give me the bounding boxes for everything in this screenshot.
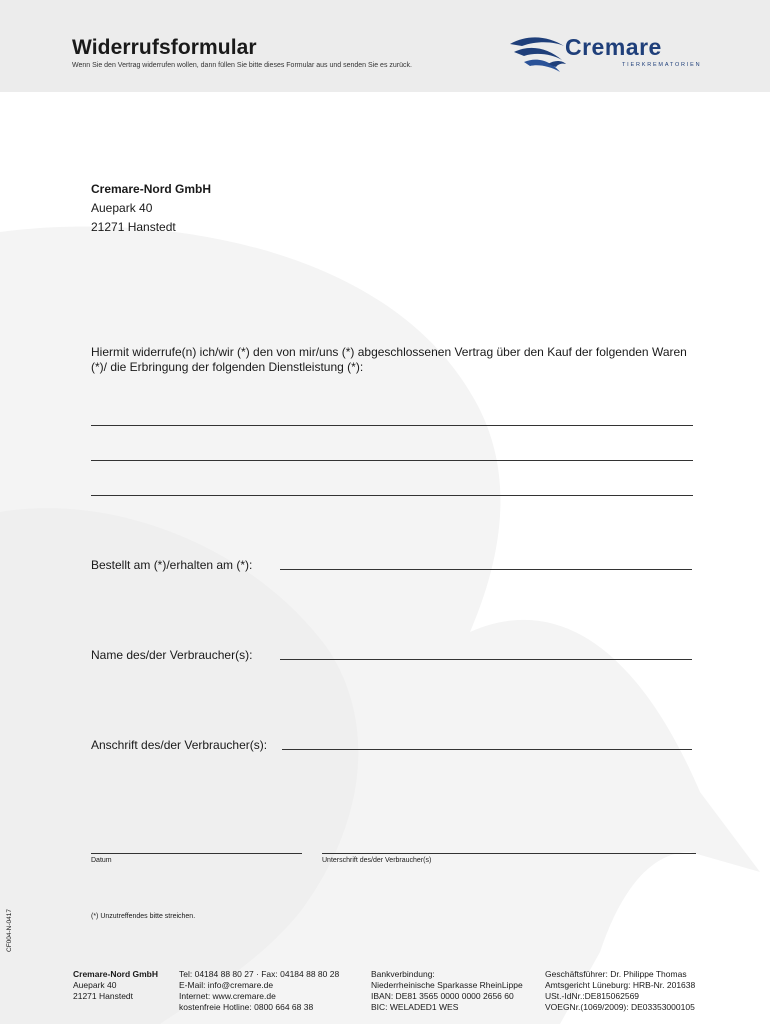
footer-vat: USt.-IdNr.:DE815062569 bbox=[545, 991, 640, 1001]
consumer-address-label: Anschrift des/der Verbraucher(s): bbox=[91, 738, 268, 752]
date-line[interactable] bbox=[91, 853, 302, 854]
footer-voeg: VOEGNr.(1069/2009): DE03353000105 bbox=[545, 1002, 695, 1012]
ordered-received-label: Bestellt am (*)/erhalten am (*): bbox=[91, 558, 253, 572]
page-title: Widerrufsformular bbox=[72, 36, 257, 59]
footer-bank-label: Bankverbindung: bbox=[371, 969, 435, 979]
footnote: (*) Unzutreffendes bitte streichen. bbox=[91, 913, 196, 920]
recipient-street: Auepark 40 bbox=[91, 201, 153, 215]
logo-wordmark: Cremare bbox=[565, 34, 662, 60]
consumer-name-label: Name des/der Verbraucher(s): bbox=[91, 648, 253, 662]
footer-company: Cremare-Nord GmbH bbox=[73, 969, 159, 979]
goods-line-3[interactable] bbox=[91, 495, 693, 496]
page-subtitle: Wenn Sie den Vertrag widerrufen wollen, dann füllen Sie bitte dieses Formular aus und senden Sie es zurück. bbox=[72, 62, 412, 69]
recipient-city: 21271 Hanstedt bbox=[91, 220, 176, 234]
goods-line-1[interactable] bbox=[91, 425, 693, 426]
footer-street: Auepark 40 bbox=[73, 980, 117, 990]
footer-iban: IBAN: DE81 3565 0000 0000 2656 60 bbox=[371, 991, 514, 1001]
date-label: Datum bbox=[91, 857, 112, 864]
signature-line[interactable] bbox=[322, 853, 696, 854]
consumer-name-line[interactable] bbox=[280, 659, 692, 660]
footer-ceo: Geschäftsführer: Dr. Philippe Thomas bbox=[545, 969, 687, 979]
footer-contact bbox=[179, 969, 339, 1013]
footer-bank-name: Niederrheinische Sparkasse RheinLippe bbox=[371, 980, 523, 990]
footer-bank bbox=[371, 969, 523, 1013]
footer-bic: BIC: WELADED1 WES bbox=[371, 1002, 459, 1012]
footer-phone: Tel: 04184 88 80 27 · Fax: 04184 88 80 28 bbox=[179, 969, 340, 979]
footer-email[interactable]: E-Mail: info@cremare.de bbox=[179, 980, 274, 990]
footer-address bbox=[73, 969, 158, 1002]
consumer-address-line[interactable] bbox=[282, 749, 692, 750]
footer-hotline: kostenfreie Hotline: 0800 664 68 38 bbox=[179, 1002, 314, 1012]
withdrawal-statement: Hiermit widerrufe(n) ich/wir (*) den von mir/uns (*) abgeschlossenen Vertrag über den Kauf der folgenden Waren (*)/ die Erbringung der folgenden Dienstleistung (*): bbox=[91, 345, 687, 374]
recipient-address bbox=[91, 180, 211, 237]
footer-legal bbox=[545, 969, 695, 1013]
goods-line-2[interactable] bbox=[91, 460, 693, 461]
footer-court: Amtsgericht Lüneburg: HRB-Nr. 201638 bbox=[545, 980, 696, 990]
footer-city: 21271 Hanstedt bbox=[73, 991, 134, 1001]
logo-tagline: TIERKREMATORIEN bbox=[622, 62, 702, 68]
footer-web[interactable]: Internet: www.cremare.de bbox=[179, 991, 276, 1001]
ordered-received-line[interactable] bbox=[280, 569, 692, 570]
recipient-company: Cremare-Nord GmbH bbox=[91, 182, 212, 196]
signature-label: Unterschrift des/der Verbraucher(s) bbox=[322, 857, 432, 864]
document-code: CF004-N-0417 bbox=[6, 909, 13, 952]
